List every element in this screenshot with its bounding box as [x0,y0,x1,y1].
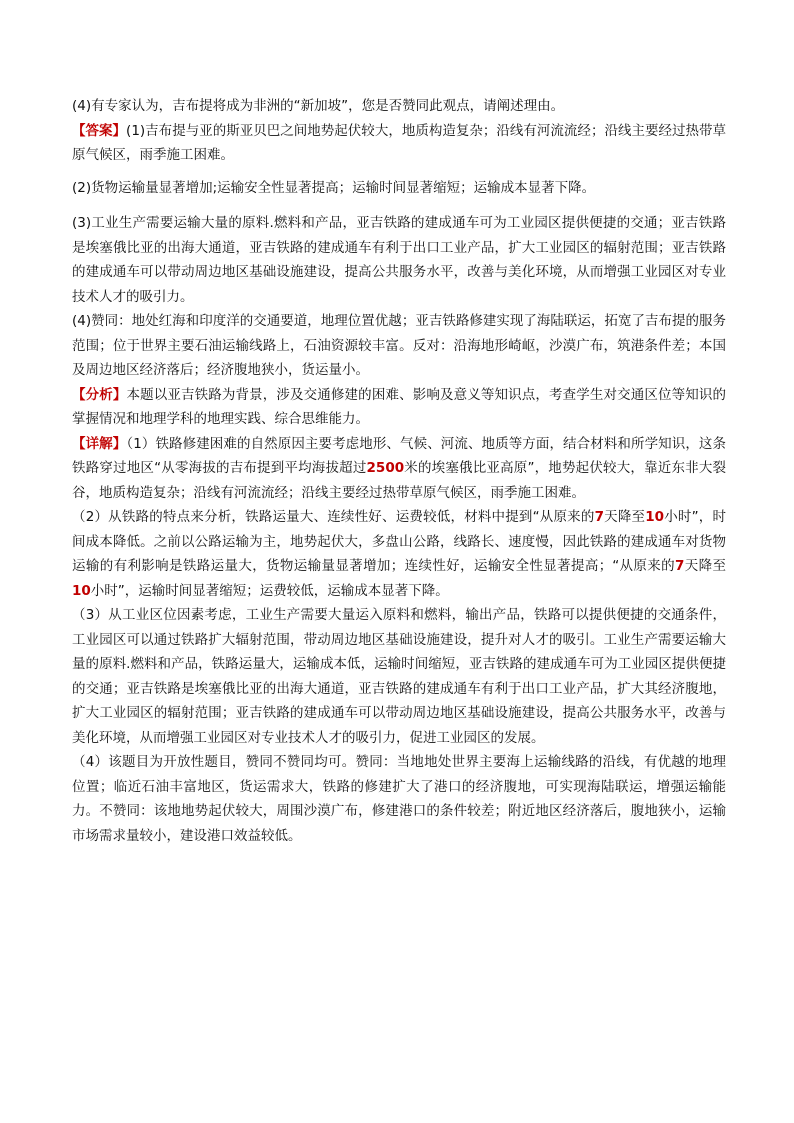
detail-part-1-text-b: 米的埃塞俄比亚高原”，地势起伏较大，靠近东非大裂谷，地质构造复杂；沿线有河流流经；沿线主要经过热带草原气候区，雨季施工困难。 [72,460,726,501]
days-number: 7 [594,509,604,525]
detail-part-2-text-a: （2）从铁路的特点来分析，铁路运量大、连续性好、运费较低，材料中提到“从原来的 [72,509,595,525]
analysis-label: 【分析】 [72,386,127,403]
detail-part-1-text-a: （1）铁路修建困难的自然原因主要考虑地形、气候、河流、地质等方面，结合材料和所学知识，这条铁路穿过地区“从零海拔的吉布提到平均海拔超过 [72,435,727,476]
days-number: 7 [675,558,685,574]
detail-label: 【详解】 [72,435,127,452]
answer-part-1-text: (1)吉布提与亚的斯亚贝巴之间地势起伏较大，地质构造复杂；沿线有河流流经；沿线主要经过热带草原气候区，雨季施工困难。 [72,122,727,163]
answer-part-3: (3)工业生产需要运输大量的原料.燃料和产品，亚吉铁路的建成通车可为工业园区提供便捷的交通；亚吉铁路是埃塞俄比亚的出海大通道，亚吉铁路的建成通车有利于出口工业产品，扩大工业园区的辐射范围；亚吉铁路的建成通车可以带动周边地区基础设施建设，提高公共服务水平，改善与美化环境，从而增强工业园区对专业技术人才的吸引力。 [72,215,726,305]
detail-part-1 [72,432,726,506]
detail-part-2-text-b: 天降至 [603,509,646,525]
detail-part-3: （3）从工业区位因素考虑，工业生产需要大量运入原料和燃料，输出产品，铁路可以提供便捷的交通条件，工业园区可以通过铁路扩大辐射范围，带动周边地区基础设施建设，提升对人才的吸引。工业生产需要运输大量的原料.燃料和产品，铁路运量大，运输成本低，运输时间缩短，亚吉铁路的建成通车可为工业园区提供便捷的交通；亚吉铁路是埃塞俄比亚的出海大通道，亚吉铁路的建成通车有利于出口工业产品，扩大其经济腹地，扩大工业园区的辐射范围；亚吉铁路的建成通车可以带动周边地区基础设施建设，提高公共服务水平，改善与美化环境，从而增强工业园区对专业技术人才的吸引力，促进工业园区的发展。 [72,607,726,746]
detail-part-2-text-d: 天降至 [684,558,727,574]
answer-part-4: (4)赞同：地处红海和印度洋的交通要道，地理位置优越；亚吉铁路修建实现了海陆联运，拓宽了吉布提的服务范围；位于世界主要石油运输线路上，石油资源较丰富。反对：沿海地形崎岖，沙漠广布，筑港条件差；本国及周边地区经济落后；经济腹地狭小，货运量小。 [72,313,726,378]
answer-part-1 [72,119,726,168]
hours-number: 10 [72,582,91,599]
hours-number: 10 [645,509,665,525]
altitude-number: 2500 [366,460,405,476]
question-4: (4)有专家认为，吉布提将成为非洲的“新加坡”，您是否赞同此观点，请阐述理由。 [72,98,565,114]
detail-part-2-text-c: 小时”，时间成本降低。之前以公路运输为主，地势起伏大，多盘山公路，线路长、速度慢，因此铁路的建成通车对货物运输的有利影响是铁路运量大，货物运输量显著增加；连续性好，运输安全性显著提高；“从原来的 [72,509,726,574]
detail-part-2 [72,505,726,603]
answer-part-2: (2)货物运输量显著增加;运输安全性显著提高；运输时间显著缩短；运输成本显著下降。 [72,179,596,196]
detail-part-2-text-e: 小时”，运输时间显著缩短；运费较低，运输成本显著下降。 [90,582,449,599]
answer-label: 【答案】 [72,122,127,139]
detail-part-4: （4）该题目为开放性题目，赞同不赞同均可。赞同：当地地处世界主要海上运输线路的沿线，有优越的地理位置；临近石油丰富地区，货运需求大，铁路的修建扩大了港口的经济腹地，可实现海陆联运，增强运输能力。不赞同：该地地势起伏较大，周围沙漠广布，修建港口的条件较差；附近地区经济落后，腹地狭小，运输市场需求量较小，建设港口效益较低。 [72,754,726,844]
analysis-text: 本题以亚吉铁路为背景，涉及交通修建的困难、影响及意义等知识点，考查学生对交通区位等知识的掌握情况和地理学科的地理实践、综合思维能力。 [72,386,727,427]
analysis [72,383,726,432]
